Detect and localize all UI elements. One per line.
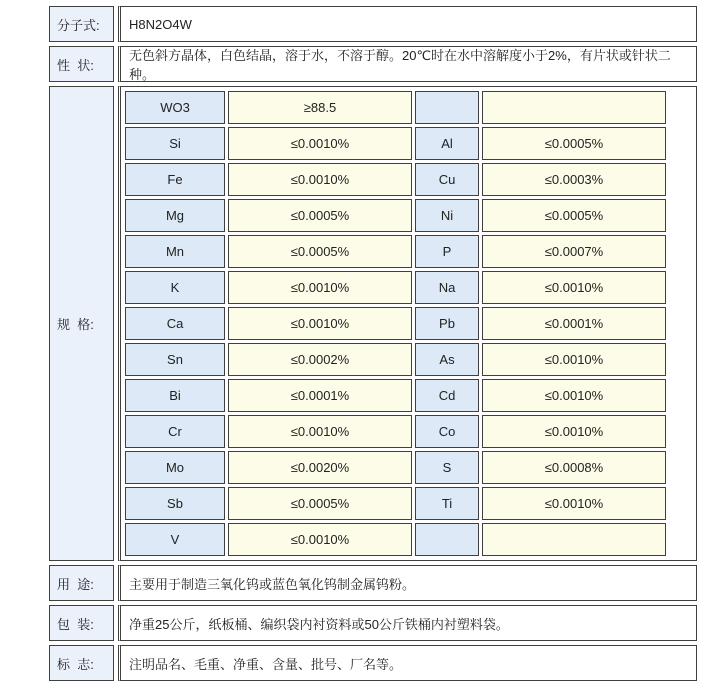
spec-element-cell: WO3 — [125, 91, 225, 124]
molecular-formula-value: H8N2O4W — [118, 6, 697, 42]
spec-value-cell: ≤0.0010% — [482, 343, 666, 376]
spec-value-cell: ≤0.0005% — [228, 199, 412, 232]
spec-value-cell: ≤0.0010% — [228, 307, 412, 340]
spec-element-cell: Mo — [125, 451, 225, 484]
spec-element-cell: Sb — [125, 487, 225, 520]
marking-value: 注明品名、毛重、净重、含量、批号、厂名等。 — [118, 645, 697, 681]
spec-value-cell: ≤0.0005% — [228, 487, 412, 520]
properties-label: 性 状: — [49, 46, 114, 82]
marking-label: 标 志: — [49, 645, 114, 681]
usage-value: 主要用于制造三氧化钨或蓝色氧化钨制金属钨粉。 — [118, 565, 697, 601]
spec-value-cell: ≤0.0002% — [228, 343, 412, 376]
spec-value-cell: ≤0.0008% — [482, 451, 666, 484]
spec-value-cell: ≤0.0010% — [482, 271, 666, 304]
spec-element-cell: Pb — [415, 307, 479, 340]
spec-row — [125, 163, 666, 196]
spec-element-cell: Ni — [415, 199, 479, 232]
spec-value-cell: ≤0.0010% — [228, 523, 412, 556]
spec-value-cell: ≤0.0010% — [482, 415, 666, 448]
spec-value-cell: ≤0.0007% — [482, 235, 666, 268]
spec-element-cell: Cd — [415, 379, 479, 412]
spec-row — [125, 271, 666, 304]
spec-row — [125, 415, 666, 448]
spec-value-cell: ≤0.0005% — [482, 127, 666, 160]
spec-value-cell: ≤0.0010% — [228, 415, 412, 448]
spec-row — [125, 307, 666, 340]
spec-value-cell: ≤0.0010% — [228, 127, 412, 160]
spec-element-cell: Bi — [125, 379, 225, 412]
spec-value-cell: ≤0.0010% — [482, 487, 666, 520]
spec-row — [125, 523, 666, 556]
packaging-value: 净重25公斤，纸板桶、编织袋内衬资料或50公斤铁桶内衬塑料袋。 — [118, 605, 697, 641]
spec-value-cell: ≤0.0005% — [482, 199, 666, 232]
usage-label: 用 途: — [49, 565, 114, 601]
specifications-label: 规 格: — [49, 86, 114, 561]
spec-table — [122, 88, 669, 559]
spec-value-cell: ≤0.0003% — [482, 163, 666, 196]
row-specifications — [49, 86, 697, 561]
spec-row — [125, 235, 666, 268]
spec-element-cell: Na — [415, 271, 479, 304]
row-marking — [49, 645, 697, 681]
spec-element-cell: As — [415, 343, 479, 376]
specifications-content — [118, 86, 697, 561]
spec-value-cell: ≤0.0010% — [228, 271, 412, 304]
spec-value-cell: ≤0.0001% — [228, 379, 412, 412]
row-molecular-formula — [49, 6, 697, 42]
spec-element-cell: Al — [415, 127, 479, 160]
row-properties — [49, 46, 697, 82]
spec-element-cell: V — [125, 523, 225, 556]
row-usage — [49, 565, 697, 601]
spec-row — [125, 199, 666, 232]
spec-element-cell — [415, 91, 479, 124]
spec-element-cell: Ca — [125, 307, 225, 340]
spec-element-cell: Ti — [415, 487, 479, 520]
spec-element-cell: Si — [125, 127, 225, 160]
properties-value: 无色斜方晶体，白色结晶，溶于水，不溶于醇。20℃时在水中溶解度小于2%，有片状或针状二种。 — [118, 46, 697, 82]
spec-value-cell: ≤0.0010% — [482, 379, 666, 412]
packaging-label: 包 装: — [49, 605, 114, 641]
spec-element-cell: Mn — [125, 235, 225, 268]
spec-element-cell: P — [415, 235, 479, 268]
spec-element-cell: Sn — [125, 343, 225, 376]
spec-element-cell: Fe — [125, 163, 225, 196]
row-packaging — [49, 605, 697, 641]
spec-value-cell: ≤0.0005% — [228, 235, 412, 268]
spec-value-cell — [482, 91, 666, 124]
spec-row — [125, 487, 666, 520]
spec-value-cell: ≤0.0010% — [228, 163, 412, 196]
spec-row — [125, 451, 666, 484]
spec-value-cell — [482, 523, 666, 556]
spec-value-cell: ≤0.0020% — [228, 451, 412, 484]
molecular-formula-label: 分子式: — [49, 6, 114, 42]
spec-element-cell: Cu — [415, 163, 479, 196]
spec-element-cell: S — [415, 451, 479, 484]
spec-element-cell — [415, 523, 479, 556]
spec-element-cell: Co — [415, 415, 479, 448]
spec-element-cell: Cr — [125, 415, 225, 448]
spec-element-cell: Mg — [125, 199, 225, 232]
spec-value-cell: ≤0.0001% — [482, 307, 666, 340]
spec-value-cell: ≥88.5 — [228, 91, 412, 124]
spec-row — [125, 379, 666, 412]
spec-row — [125, 91, 666, 124]
spec-row — [125, 127, 666, 160]
spec-element-cell: K — [125, 271, 225, 304]
spec-row — [125, 343, 666, 376]
